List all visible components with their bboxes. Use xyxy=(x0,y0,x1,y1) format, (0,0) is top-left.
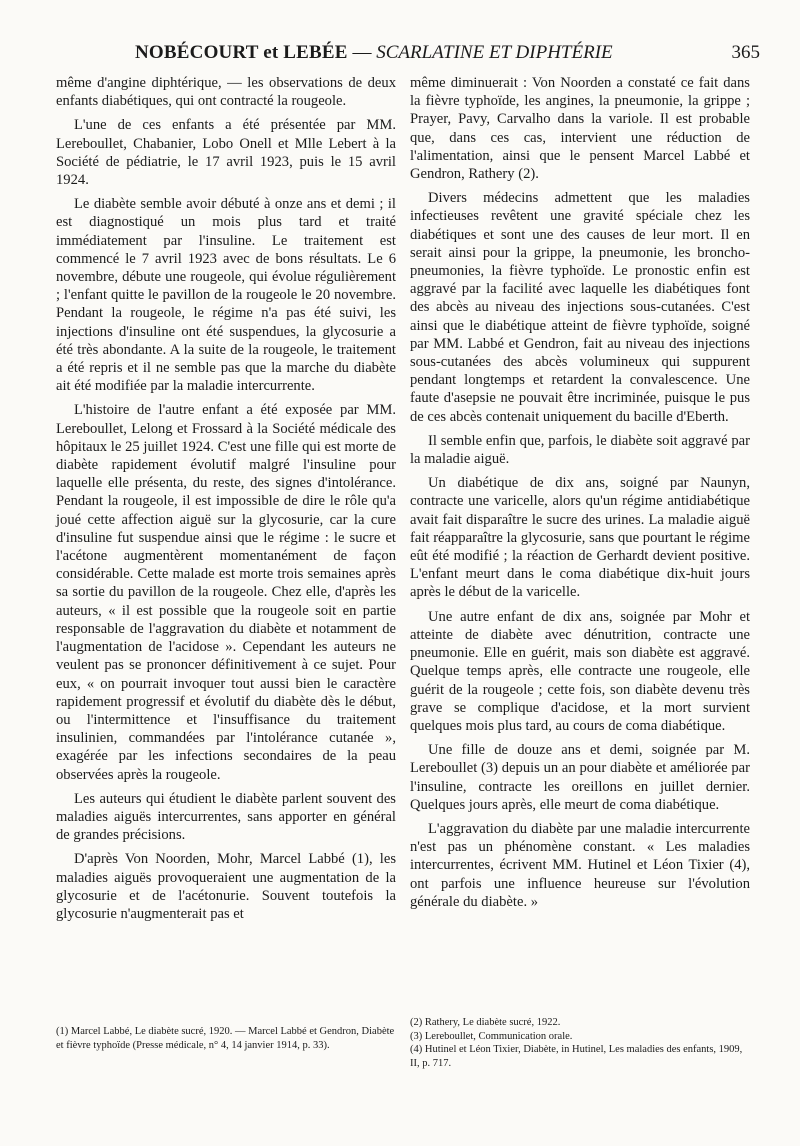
paragraph: Il semble enfin que, parfois, le diabète soit aggravé par la maladie aiguë. xyxy=(410,432,750,468)
paragraph: Divers médecins admettent que les maladies infectieuses revêtent une gravité spéciale chez les diabétiques et sont une des causes de leur mort. Il en serait ainsi pour la grippe, la pneumonie, les broncho-pneumonies, la fièvre typhoïde. Le pronostic enfin est aggravé par la facilité avec laquelle les diabétiques font des abcès au niveau des injections sous-cutanées. C'est ainsi que le diabétique atteint de fièvre typhoïde, soigné par MM. Labbé et Gendron, fait au niveau des injections sous-cutanées des abcès volumineux qui suppurent pendant longtemps et retardent la convalescence. Une faute d'asepsie ne pouvait être incriminée, puisque le pus de ces abcès contenait uniquement du bacille d'Eberth. xyxy=(410,190,750,425)
paragraph: Les auteurs qui étudient le diabète parlent souvent des maladies aiguës intercurrentes, sans apporter en général de grandes précisions. xyxy=(56,790,396,844)
header-title: SCARLATINE ET DIPHTÉRIE xyxy=(376,42,613,63)
paragraph: même diminuerait : Von Noorden a constaté ce fait dans la fièvre typhoïde, les angines, la pneumonie, la grippe ; Prayer, Pavy, Carvalho dans la variole. Il est probable que, dans ces cas, intervient une réduction de l'alimentation, ainsi que le pensent Marcel Labbé et Gendron, Rathery (2). xyxy=(410,75,750,183)
footnote: (3) Lereboullet, Communication orale. xyxy=(410,1030,573,1042)
paragraph: même d'angine diphtérique, — les observations de deux enfants diabétiques, qui ont contracté la rougeole. xyxy=(56,75,396,110)
footnote: (1) Marcel Labbé, Le diabète sucré, 1920. — Marcel Labbé et Gendron, Diabète et fièvre typhoïde (Presse médicale, n° 4, 14 janvier 1914, p. 33). xyxy=(56,1026,395,1051)
paragraph: Le diabète semble avoir débuté à onze ans et demi ; il est diagnostiqué un mois plus tard et traité immédiatement par l'insuline. Le traitement est commencé le 7 avril 1923 avec de bons résultats. Le 6 novembre, débute une rougeole, qui évolue régulièrement ; l'enfant quitte le pavillon de la rougeole le 20 novembre. Pendant la rougeole, le régime n'a pas été suivi, les injections d'insuline ont été suspendues, la glycosurie a été très abondante. A la suite de la rougeole, le traitement a été repris et il ne semble pas que la marche du diabète ait été modifiée par la maladie intercurrente. xyxy=(56,196,396,395)
paragraph: L'histoire de l'autre enfant a été exposée par MM. Lereboullet, Lelong et Frossard à la Société médicale des hôpitaux le 25 juillet 1924. C'est une fille qui est morte de diabète rapidement évolutif malgré l'insuline pour laquelle elle présenta, du reste, des signes d'intolérance. Pendant la rougeole, il est impossible de dire le rôle qu'a joué cette affection aiguë sur la glycosurie, car la cure d'insuline fut suspendue ainsi que le régime : le sucre et l'acétone augmentèrent momentanément de façon considérable. Cette malade est morte trois semaines après sa sortie du pavillon de la rougeole. Chez elle, d'après les auteurs, « il est possible que la rougeole soit en partie responsable de l'aggravation du diabète et notamment de l'augmentation de l'acidose ». Cependant les auteurs ne veulent pas se prononcer définitivement à ce sujet. Pour eux, « on pourrait invoquer tout aussi bien le caractère rapidement progressif et évolutif du diabète dès le début, ou l'intermittence et l'insuffisance du traitement insulinien, commandées par l'intolérance cutanée », exagérée par les infections secondaires de la peau observées après la rougeole. xyxy=(56,402,396,783)
paragraph: Une fille de douze ans et demi, soignée par M. Lereboullet (3) depuis un an pour diabète et améliorée par l'insuline, contracte les oreillons en juillet dernier. Quelques jours après, elle meurt de coma diabétique. xyxy=(410,742,750,813)
header-separator: — xyxy=(347,42,377,63)
paragraph: L'une de ces enfants a été présentée par MM. Lereboullet, Chabanier, Lobo Onell et Mlle Lebert à la Société de pédiatrie, le 17 avril 1923, puis le 15 avril 1924. xyxy=(56,117,396,189)
right-column xyxy=(410,74,750,917)
paragraph: Une autre enfant de dix ans, soignée par Mohr et atteinte de diabète avec dénutrition, contracte une pneumonie. Elle en guérit, mais son diabète est aggravé. Quelque temps après, elle contracte une rougeole, elle guérit de la rougeole ; cette fois, son diabète devenu très grave se complique d'acidose, et la mort survient quelques mois plus tard, au cours de coma diabétique. xyxy=(410,608,750,734)
paragraph: Un diabétique de dix ans, soigné par Naunyn, contracte une varicelle, alors qu'un régime antidiabétique avait fait disparaître le sucre des urines. La maladie aiguë fait réapparaître la glycosurie, sans que pourtant le régime eût été modifié ; la réaction de Gerhardt devient positive. L'enfant meurt dans le coma diabétique dix-huit jours après le début de la varicelle. xyxy=(410,475,750,601)
header-authors: NOBÉCOURT et LEBÉE xyxy=(135,42,348,63)
page-number: 365 xyxy=(731,42,760,63)
footnotes-left xyxy=(56,1025,396,1052)
paragraph: L'aggravation du diabète par une maladie intercurrente n'est pas un phénomène constant. « Les maladies intercurrentes, écrivent MM. Hutinel et Léon Tixier (4), ont parfois une influence heureuse sur l'évolution générale du diabète. » xyxy=(410,820,750,910)
left-column xyxy=(56,74,396,929)
footnotes-right xyxy=(410,1016,750,1070)
running-title xyxy=(135,42,613,64)
footnote: (4) Hutinel et Léon Tixier, Diabète, in Hutinel, Les maladies des enfants, 1909, II, p. 717. xyxy=(410,1044,743,1069)
running-header xyxy=(60,42,760,70)
footnote: (2) Rathery, Le diabète sucré, 1922. xyxy=(410,1017,561,1028)
paragraph: D'après Von Noorden, Mohr, Marcel Labbé (1), les maladies aiguës provoqueraient une augmentation de la glycosurie et de l'acétonurie. Souvent toutefois la glycosurie n'augmenterait pas et xyxy=(56,851,396,922)
